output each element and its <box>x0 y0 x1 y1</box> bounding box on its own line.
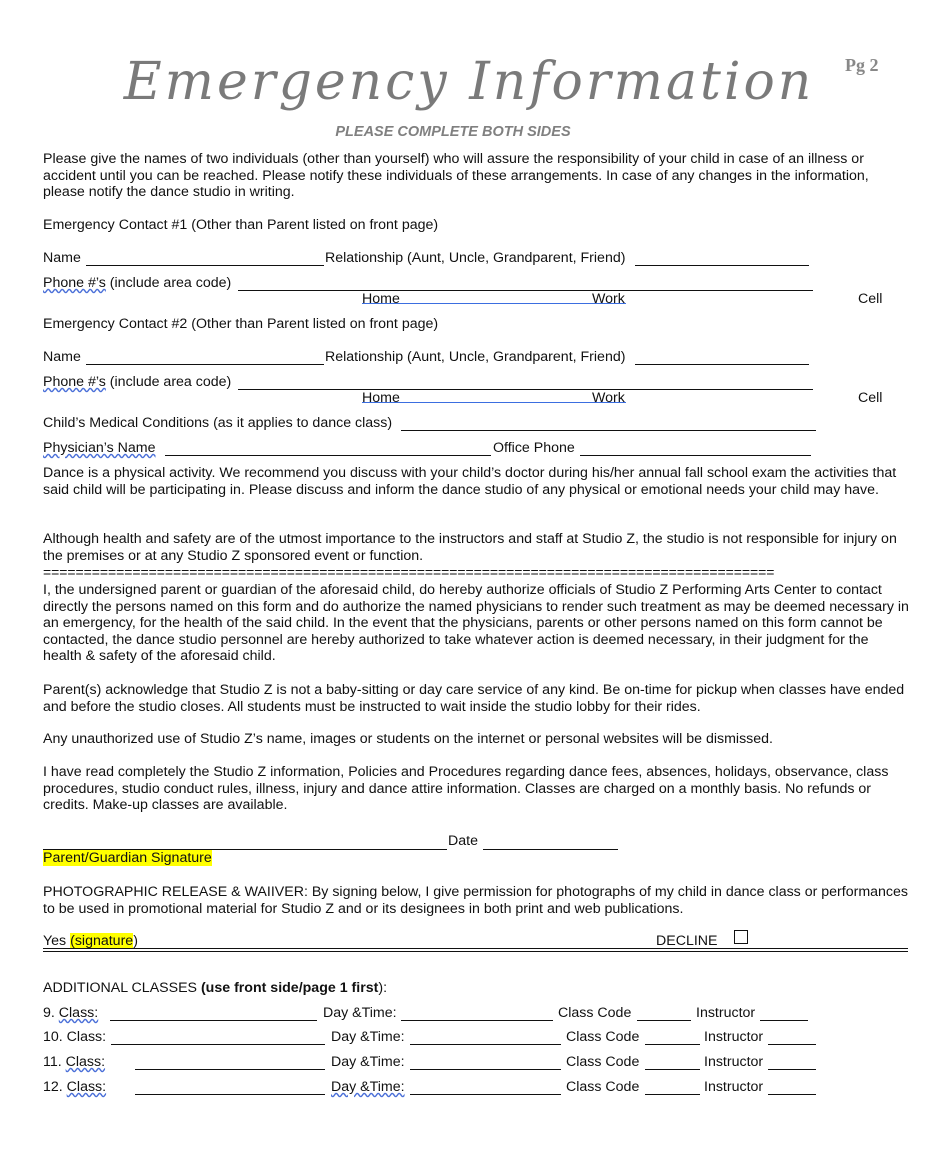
class-field-11[interactable] <box>135 1069 325 1070</box>
physician-label-text: Physician’s Name <box>43 440 156 456</box>
instructor-field-9[interactable] <box>760 1020 808 1021</box>
phone-label-note: (include area code) <box>105 275 232 291</box>
daytime-label-9: Day &Time: <box>323 1005 397 1021</box>
safety-paragraph: Although health and safety are of the utmost importance to the instructors and staff at Studio Z, the studio is not responsible for injury on the premises or at any Studio Z sponsored event or function. <box>43 531 897 564</box>
physician-name-label <box>43 440 156 457</box>
class-field-10[interactable] <box>111 1044 325 1045</box>
yes-text: Yes <box>43 933 71 949</box>
class-row-11 <box>43 1054 105 1071</box>
contact2-relationship-field[interactable] <box>635 364 809 365</box>
contact1-cell-label: Cell <box>858 291 883 307</box>
daytime-field-11[interactable] <box>410 1069 561 1070</box>
class-row-number: 11. <box>43 1054 66 1070</box>
medical-conditions-field[interactable] <box>401 430 816 431</box>
daytime-label-11: Day &Time: <box>331 1054 405 1070</box>
class-code-field-10[interactable] <box>645 1044 700 1045</box>
contact2-name-field[interactable] <box>86 364 324 365</box>
office-phone-label: Office Phone <box>493 440 575 456</box>
instructor-label-9: Instructor <box>696 1005 756 1021</box>
contact2-relationship-label: Relationship (Aunt, Uncle, Grandparent, Friend) <box>325 349 626 365</box>
photo-release-paragraph: PHOTOGRAPHIC RELEASE & WAIIVER: By signing below, I give permission for photographs of my child in dance class or performances to be used in promotional material for Studio Z and or its designees in both print and web publications. <box>43 884 909 917</box>
phone-label-note: (include area code) <box>105 374 232 390</box>
authorization-paragraph: I, the undersigned parent or guardian of the aforesaid child, do hereby authorize officials of Studio Z Performing Arts Center to contact directly the persons named on this form and do authorize the named physicians to render such treatment as may be deemed necessary in an emergency, for the health of the said child. In the event that the physicians, parents or other persons named on this form cannot be contacted, the dance studio personnel are hereby authorized to take whatever action is deemed necessary, in their judgment for the health & safety of the aforesaid child. <box>43 582 909 664</box>
class-code-field-11[interactable] <box>645 1069 700 1070</box>
contact2-work-label: Work <box>592 390 625 406</box>
class-field-12[interactable] <box>135 1094 325 1095</box>
separator-line: ========================================================================================== <box>43 564 775 580</box>
daytime-label-10: Day &Time: <box>331 1029 405 1045</box>
class-code-label-9: Class Code <box>558 1005 632 1021</box>
parent-signature-highlight: Parent/Guardian Signature <box>43 850 212 866</box>
class-row-9 <box>43 1005 98 1022</box>
contact2-cell-label: Cell <box>858 390 883 406</box>
class-row-number: 9. <box>43 1005 59 1021</box>
daytime-field-12[interactable] <box>410 1094 561 1095</box>
contact1-name-field[interactable] <box>86 265 324 266</box>
contact2-phone-label <box>43 374 231 391</box>
class-label: Class: <box>66 1079 107 1095</box>
page-subtitle: PLEASE COMPLETE BOTH SIDES <box>335 124 571 140</box>
date-field[interactable] <box>483 849 618 850</box>
intro-paragraph: Please give the names of two individuals (other than yourself) who will assure the responsibility of your child in case of an illness or accident until you can be reached. Please notify these individuals of these arrangements. In case of any changes in the information, please notify the dance studio in writing. <box>43 151 869 200</box>
instructor-field-10[interactable] <box>768 1044 816 1045</box>
contact1-phone-field[interactable] <box>238 290 813 291</box>
contact1-home-label: Home <box>362 291 400 307</box>
policies-paragraph: I have read completely the Studio Z information, Policies and Procedures regarding dance fees, absences, holidays, observance, class procedures, studio conduct rules, illness, injury and dance attire information. Classes are charged on a monthly basis. No refunds or credits. Make-up classes are available. <box>43 764 889 813</box>
daytime-label-text: Day &Time: <box>331 1079 405 1095</box>
instructor-field-11[interactable] <box>768 1069 816 1070</box>
contact1-phone-underline <box>362 303 626 304</box>
additional-heading-text: ADDITIONAL CLASSES <box>43 980 201 996</box>
phone-label-text: Phone #’s <box>43 374 106 390</box>
contact2-name-label: Name <box>43 349 81 365</box>
class-row-number: 12. <box>43 1079 67 1095</box>
yes-close-paren: ) <box>133 933 138 949</box>
instructor-label-11: Instructor <box>704 1054 764 1070</box>
instructor-field-12[interactable] <box>768 1094 816 1095</box>
physical-activity-paragraph: Dance is a physical activity. We recommend you discuss with your child’s doctor during his/her annual fall school exam the activities that said child will be participating in. Please discuss and inform the dance studio of any physical or emotional needs your child may have. <box>43 465 897 498</box>
class-row-10 <box>43 1029 106 1046</box>
contact2-heading: Emergency Contact #2 (Other than Parent listed on front page) <box>43 316 439 332</box>
contact1-relationship-field[interactable] <box>635 265 809 266</box>
page-number: Pg 2 <box>845 55 879 75</box>
contact1-heading: Emergency Contact #1 (Other than Parent listed on front page) <box>43 217 439 233</box>
unauthorized-use-paragraph: Any unauthorized use of Studio Z’s name, images or students on the internet or personal websites will be dismissed. <box>43 731 773 747</box>
class-row-12 <box>43 1079 106 1096</box>
contact2-phone-field[interactable] <box>238 389 813 390</box>
medical-conditions-label: Child’s Medical Conditions (as it applies to dance class) <box>43 415 393 431</box>
page-title: Emergency Information <box>123 52 815 112</box>
class-code-field-9[interactable] <box>637 1020 691 1021</box>
contact2-home-label: Home <box>362 390 400 406</box>
class-field-9[interactable] <box>110 1020 317 1021</box>
class-code-field-12[interactable] <box>645 1094 700 1095</box>
parent-signature-label <box>43 850 212 867</box>
contact1-phone-label <box>43 275 231 292</box>
additional-heading-close: ): <box>378 980 388 996</box>
contact1-work-label: Work <box>592 291 625 307</box>
office-phone-field[interactable] <box>580 455 811 456</box>
additional-classes-heading <box>43 980 387 997</box>
contact2-phone-underline <box>362 402 626 403</box>
class-code-label-11: Class Code <box>566 1054 640 1070</box>
class-code-label-10: Class Code <box>566 1029 640 1045</box>
date-label: Date <box>448 833 478 849</box>
class-label: Class: <box>58 1005 99 1021</box>
class-code-label-12: Class Code <box>566 1079 640 1095</box>
instructor-label-10: Instructor <box>704 1029 764 1045</box>
decline-checkbox[interactable] <box>734 930 748 944</box>
contact1-relationship-label: Relationship (Aunt, Uncle, Grandparent, Friend) <box>325 250 626 266</box>
class-label: Class: <box>65 1054 106 1070</box>
class-row-number: 10. <box>43 1029 67 1045</box>
contact1-name-label: Name <box>43 250 81 266</box>
yes-signature-highlight: (signature <box>70 933 134 949</box>
daytime-field-9[interactable] <box>401 1020 553 1021</box>
daytime-field-10[interactable] <box>410 1044 561 1045</box>
decline-label: DECLINE <box>656 933 718 949</box>
instructor-label-12: Instructor <box>704 1079 764 1095</box>
physician-name-field[interactable] <box>165 455 491 456</box>
phone-label-text: Phone #’s <box>43 275 106 291</box>
daytime-label-12 <box>331 1079 405 1096</box>
babysitting-paragraph: Parent(s) acknowledge that Studio Z is not a baby-sitting or day care service of any kind. Be on-time for pickup when classes have ended and before the studio closes. All students must be instructed to wait inside the studio lobby for their rides. <box>43 682 905 715</box>
double-rule-divider <box>43 948 908 952</box>
class-label: Class: <box>66 1029 107 1045</box>
additional-heading-bold: (use front side/page 1 first <box>200 980 379 996</box>
